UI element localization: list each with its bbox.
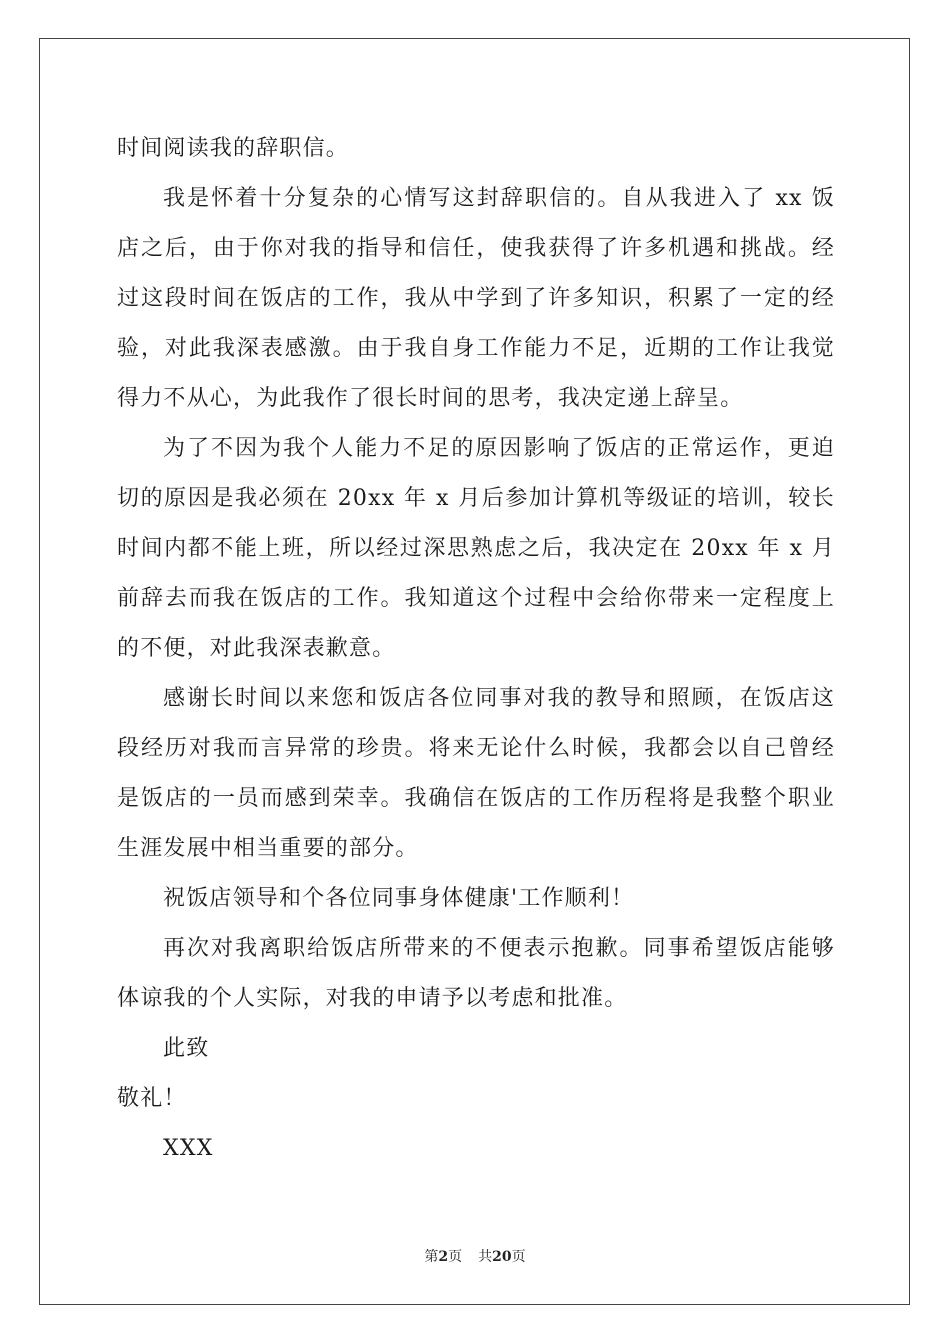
text-line: 我是怀着十分复杂的心情写这封辞职信的。自从我进入了 xx 饭 xyxy=(163,186,835,211)
text-line: 过这段时间在饭店的工作，我从中学到了许多知识，积累了一定的经 xyxy=(117,286,835,311)
text-line: 切的原因是我必须在 20xx 年 x 月后参加计算机等级证的培训，较长 xyxy=(117,486,835,511)
text-line: 得力不从心，为此我作了很长时间的思考，我决定递上辞呈。 xyxy=(117,386,744,411)
letter-body xyxy=(117,124,835,1174)
signature: XXX xyxy=(163,1136,214,1161)
text-line: 是饭店的一员而感到荣幸。我确信在饭店的工作历程将是我整个职业 xyxy=(117,786,835,811)
text-line: 前辞去而我在饭店的工作。我知道这个过程中会给你带来一定程度上 xyxy=(117,586,835,611)
text-line: 生涯发展中相当重要的部分。 xyxy=(117,836,419,861)
total-prefix: 共 xyxy=(478,1249,493,1265)
text-line: 验，对此我深表感激。由于我自身工作能力不足，近期的工作让我觉 xyxy=(117,336,835,361)
closing-regards: 敬礼！ xyxy=(117,1086,187,1111)
text-line: 时间阅读我的辞职信。 xyxy=(117,136,350,161)
page-number: 2 xyxy=(438,1249,449,1265)
text-line: 祝饭店领导和个各位同事身体健康'工作顺利！ xyxy=(163,886,635,911)
text-line: 段经历对我而言异常的珍贵。将来无论什么时候，我都会以自己曾经 xyxy=(117,736,835,761)
page-footer xyxy=(0,1246,950,1266)
text-line: 为了不因为我个人能力不足的原因影响了饭店的正常运作，更迫 xyxy=(163,436,835,461)
text-line: 店之后，由于你对我的指导和信任，使我获得了许多机遇和挑战。经 xyxy=(117,236,835,261)
page-suffix: 页 xyxy=(448,1249,463,1265)
text-line: 感谢长时间以来您和饭店各位同事对我的教导和照顾，在饭店这 xyxy=(163,686,835,711)
total-pages: 20 xyxy=(492,1249,512,1265)
text-line: 体谅我的个人实际，对我的申请予以考虑和批准。 xyxy=(117,986,628,1011)
text-line: 再次对我离职给饭店所带来的不便表示抱歉。同事希望饭店能够 xyxy=(163,936,835,961)
text-line: 的不便，对此我深表歉意。 xyxy=(117,636,396,661)
page-prefix: 第 xyxy=(424,1249,439,1265)
total-suffix: 页 xyxy=(511,1249,526,1265)
text-line: 时间内都不能上班，所以经过深思熟虑之后，我决定在 20xx 年 x 月 xyxy=(117,536,835,561)
closing-salutation: 此致 xyxy=(163,1036,210,1061)
